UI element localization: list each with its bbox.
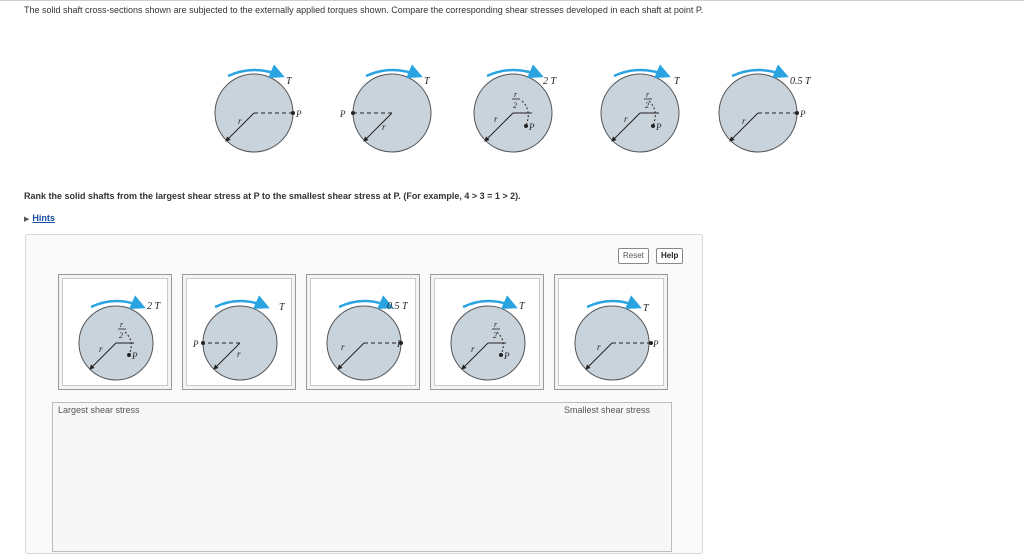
shaft-tile-5-figure	[559, 279, 665, 387]
shaft-1-radius-label: r	[238, 116, 242, 126]
tile-1-torque-label: 2 T	[147, 301, 161, 312]
shaft-4-half-den: 2	[645, 101, 649, 110]
shaft-4-point-p	[651, 124, 655, 128]
shaft-tile-3-figure	[311, 279, 417, 387]
shaft-2-radius-label: r	[382, 122, 386, 132]
largest-label: Largest shear stress	[58, 405, 140, 415]
tile-2-point-p	[201, 341, 205, 345]
shaft-3-half-den: 2	[513, 101, 517, 110]
shaft-tile-1-frame	[62, 278, 168, 386]
shaft-4-torque-label: T	[674, 76, 680, 87]
shaft-3-radius-label: r	[494, 114, 498, 124]
shaft-4-radius-label: r	[624, 114, 628, 124]
shaft-tile-1[interactable]	[58, 274, 172, 390]
shaft-3	[474, 70, 558, 152]
smallest-label: Smallest shear stress	[564, 405, 651, 415]
tile-5-point-label: P	[653, 339, 659, 349]
shaft-tile-3[interactable]	[306, 274, 420, 390]
ranking-instruction: Rank the solid shafts from the largest shear stress at P to the smallest shear stress at P. (For example, 4 > 3 = 1 > 2).	[24, 191, 521, 201]
shaft-5-torque-label: 0.5 T	[790, 76, 811, 87]
tile-1-point-label: P	[132, 351, 138, 361]
tile-1-point-p	[127, 353, 131, 357]
shaft-5	[719, 70, 812, 152]
shaft-4-point-label: P	[656, 122, 662, 132]
hints-link[interactable]	[24, 213, 55, 223]
shaft-5-point-label: P	[800, 109, 806, 119]
tile-4-half-den: 2	[493, 331, 497, 340]
tile-3-torque-label: 0.5 T	[387, 301, 408, 312]
shaft-tile-4[interactable]	[430, 274, 544, 390]
shaft-tile-2-frame	[186, 278, 292, 386]
tile-1-half-den: 2	[119, 331, 123, 340]
shaft-1-point-label: P	[296, 109, 302, 119]
tile-1-half-num: r	[120, 320, 124, 329]
shaft-5-radius-label: r	[742, 116, 746, 126]
tile-1-radius-label: r	[99, 344, 103, 354]
problem-figure-svg	[0, 0, 1024, 160]
tile-2-torque-label: T	[279, 302, 285, 313]
help-button[interactable]: Help	[656, 248, 683, 264]
tile-4-point-label: P	[504, 351, 510, 361]
shaft-1-point-p	[291, 111, 295, 115]
ranking-drop-zone[interactable]	[52, 402, 672, 552]
shaft-4	[601, 70, 681, 152]
shaft-1-torque-label: T	[286, 76, 292, 87]
shaft-tile-2-figure	[187, 279, 293, 387]
shaft-tile-2[interactable]	[182, 274, 296, 390]
shaft-tile-1-figure	[63, 279, 169, 387]
tile-5-radius-label: r	[597, 342, 601, 352]
reset-button[interactable]: Reset	[618, 248, 649, 264]
shaft-2	[339, 70, 431, 152]
shaft-tile-5[interactable]	[554, 274, 668, 390]
shaft-5-point-p	[795, 111, 799, 115]
hints-label: Hints	[32, 213, 55, 223]
tile-4-torque-label: T	[519, 301, 525, 312]
shaft-tile-3-frame	[310, 278, 416, 386]
shaft-2-point-label: P	[340, 109, 346, 119]
tile-4-point-p	[499, 353, 503, 357]
shaft-tile-4-frame	[434, 278, 540, 386]
tile-3-point-label: P	[397, 339, 403, 349]
shaft-3-half-num: r	[514, 90, 518, 99]
tile-5-torque-label: T	[643, 303, 649, 314]
tile-2-point-label: P	[193, 339, 199, 349]
tile-2-radius-label: r	[237, 349, 241, 359]
shaft-tile-5-frame	[558, 278, 664, 386]
shaft-4-half-num: r	[646, 90, 650, 99]
shaft-2-torque-label: T	[424, 76, 430, 87]
expand-triangle-icon: ▶	[24, 216, 30, 223]
tile-4-radius-label: r	[471, 344, 475, 354]
question-text: The solid shaft cross-sections shown are subjected to the externally applied torques shown. Compare the corresponding shear stresses developed in each shaft at point P.	[24, 5, 704, 15]
shaft-3-point-label: P	[529, 122, 535, 132]
shaft-3-point-p	[524, 124, 528, 128]
shaft-1	[215, 70, 302, 152]
shaft-3-torque-label: 2 T	[543, 76, 557, 87]
tile-4-half-num: r	[494, 320, 498, 329]
shaft-tile-4-figure	[435, 279, 541, 387]
shaft-2-point-p	[351, 111, 355, 115]
tile-3-radius-label: r	[341, 342, 345, 352]
